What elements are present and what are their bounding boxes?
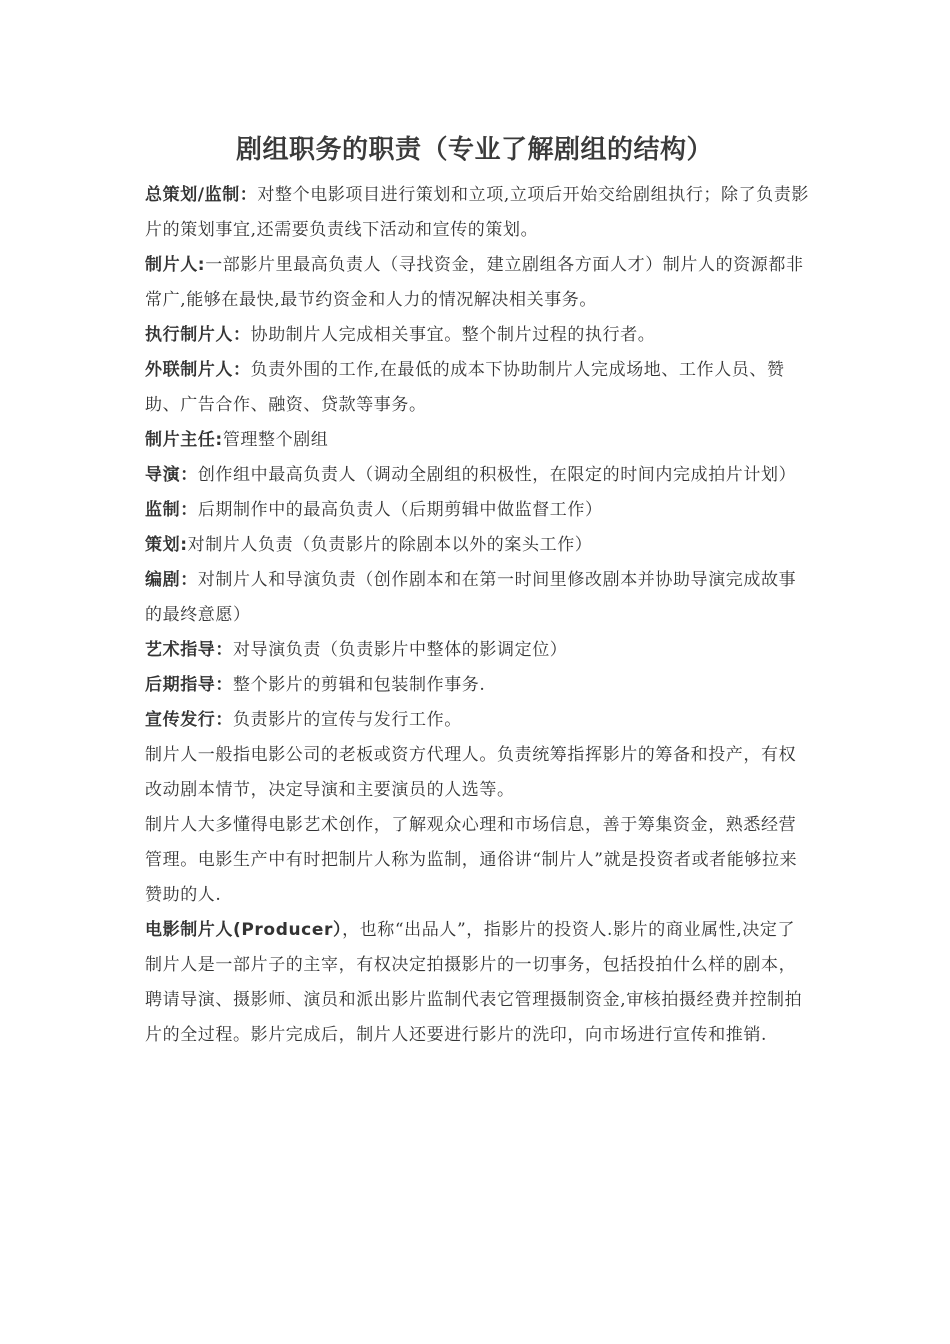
paragraph-text: 负责影片的宣传与发行工作。: [233, 710, 462, 730]
term-label: 策划:: [145, 535, 188, 555]
paragraph-production-manager: [145, 423, 810, 458]
paragraph-text: 制片人大多懂得电影艺术创作，了解观众心理和市场信息，善于筹集资金，熟悉经营管理。电影生产中有时把制片人称为监制，通俗讲“制片人”就是投资者或者能够拉来赞助的人.: [145, 815, 798, 905]
paragraph-promotion-distribution: [145, 703, 810, 738]
paragraph-screenwriter: [145, 563, 810, 633]
paragraph-film-producer: [145, 913, 810, 1053]
term-label: 宣传发行：: [145, 710, 233, 730]
term-label: 总策划/监制：: [145, 185, 258, 205]
term-label: 后期指导：: [145, 675, 233, 695]
term-label: 艺术指导：: [145, 640, 233, 660]
paragraph-producer-skills: [145, 808, 810, 913]
paragraph-text: 一部影片里最高负责人（寻找资金，建立剧组各方面人才）制片人的资源都非常广,能够在最快,最节约资金和人力的情况解决相关事务。: [145, 255, 804, 310]
paragraph-text: 后期制作中的最高负责人（后期剪辑中做监督工作）: [197, 500, 603, 520]
paragraph-director: [145, 458, 810, 493]
term-label: 电影制片人(Producer）: [145, 920, 343, 940]
paragraph-text: 制片人一般指电影公司的老板或资方代理人。负责统筹指挥影片的筹备和投产，有权改动剧本情节，决定导演和主要演员的人选等。: [145, 745, 797, 800]
paragraph-post-production-director: [145, 668, 810, 703]
paragraph-text: 对制片人负责（负责影片的除剧本以外的案头工作）: [187, 535, 593, 555]
paragraph-text: 对制片人和导演负责（创作剧本和在第一时间里修改剧本并协助导演完成故事的最终意愿）: [145, 570, 797, 625]
paragraph-text: 对导演负责（负责影片中整体的影调定位）: [233, 640, 568, 660]
paragraph-liaison-producer: [145, 353, 810, 423]
paragraph-art-director: [145, 633, 810, 668]
paragraph-producer: [145, 248, 810, 318]
paragraph-text: 协助制片人完成相关事宜。整个制片过程的执行者。: [250, 325, 656, 345]
term-label: 制片主任:: [145, 430, 223, 450]
paragraph-text: 管理整个剧组: [222, 430, 329, 450]
document-title: 剧组职务的职责（专业了解剧组的结构）: [235, 135, 713, 165]
paragraph-supervisor: [145, 493, 810, 528]
term-label: 导演：: [145, 465, 198, 485]
term-label: 外联制片人：: [145, 360, 251, 380]
term-label: 编剧：: [145, 570, 198, 590]
document-page: [145, 130, 810, 1053]
paragraph-text: 负责外围的工作,在最低的成本下协助制片人完成场地、工作人员、赞助、广告合作、融资、贷款等事务。: [145, 360, 785, 415]
paragraph-producer-general: [145, 738, 810, 808]
paragraph-chief-planner: [145, 178, 810, 248]
paragraph-planner: [145, 528, 810, 563]
paragraph-text: 整个影片的剪辑和包装制作事务.: [233, 675, 486, 695]
term-label: 监制：: [145, 500, 198, 520]
term-label: 执行制片人：: [145, 325, 251, 345]
paragraph-text: ，也称“出品人”，指影片的投资人.影片的商业属性,决定了制片人是一部片子的主宰，有权决定拍摄影片的一切事务，包括投拍什么样的剧本，聘请导演、摄影师、演员和派出影片监制代表它管理摄制资金,审核拍摄经费并控制拍片的全过程。影片完成后，制片人还要进行影片的洗印，向市场进行宣传和推销.: [145, 920, 803, 1045]
paragraph-text: 创作组中最高负责人（调动全剧组的积极性，在限定的时间内完成拍片计划）: [197, 465, 797, 485]
paragraph-executive-producer: [145, 318, 810, 353]
term-label: 制片人:: [145, 255, 206, 275]
paragraph-text: 对整个电影项目进行策划和立项,立项后开始交给剧组执行；除了负责影片的策划事宜,还需要负责线下活动和宣传的策划。: [145, 185, 810, 240]
